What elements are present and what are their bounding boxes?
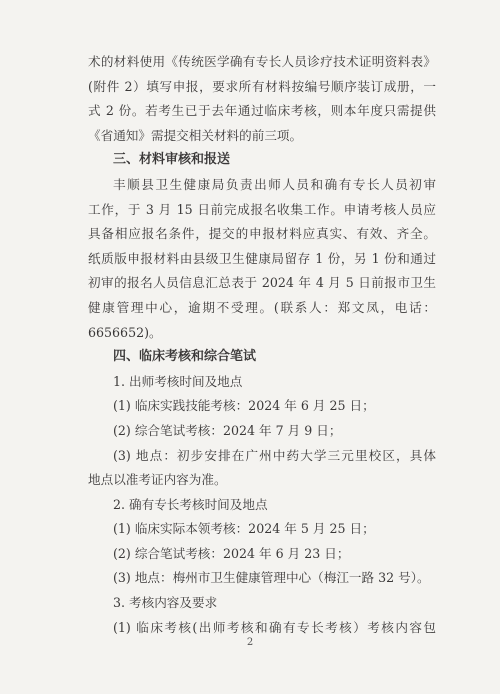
list-item: (2) 综合笔试考核：2024 年 7 月 9 日； xyxy=(113,422,342,438)
subheading: 2. 确有专长考核时间及地点 xyxy=(113,496,268,512)
body-line: 丰顺县卫生健康局负责出师人员和确有专长人员初审 xyxy=(113,176,436,192)
body-line: 初审的报名人员信息汇总表于 2024 年 4 月 5 日前报市卫生 xyxy=(88,275,436,291)
document-body xyxy=(88,50,436,640)
body-line: 《省通知》需提交相关材料的前三项。 xyxy=(88,127,303,143)
section-heading-3: 三、材料审核和报送 xyxy=(113,152,231,168)
page-number: 2 xyxy=(246,637,254,648)
body-line: 地点以准考证内容为准。 xyxy=(88,472,227,488)
list-item: (1) 临床实际本领考核：2024 年 5 月 25 日； xyxy=(113,521,375,537)
list-item: (1) 临床实践技能考核：2024 年 6 月 25 日； xyxy=(113,398,375,414)
body-line: 6656652)。 xyxy=(88,324,162,340)
body-line: 工作，于 3 月 15 日前完成报名收集工作。申请考核人员应 xyxy=(88,201,436,217)
body-line: 健康管理中心，逾期不受理。(联系人：郑文凤，电话： xyxy=(88,299,436,315)
list-item: (3) 地点：初步安排在广州中药大学三元里校区，具体 xyxy=(113,447,436,463)
body-line: 术的材料使用《传统医学确有专长人员诊疗技术证明资料表》 xyxy=(88,54,436,69)
body-line: (附件 2）填写申报，要求所有材料按编号顺序装订成册，一 xyxy=(88,78,436,94)
subheading: 1. 出师考核时间及地点 xyxy=(113,373,243,389)
body-line: 纸质版申报材料由县级卫生健康局留存 1 份，另 1 份和通过 xyxy=(88,250,436,266)
section-heading-4: 四、临床考核和综合笔试 xyxy=(113,349,257,365)
body-line: 式 2 份。若考生已于去年通过临床考核，则本年度只需提供 xyxy=(88,103,436,119)
list-item: (2) 综合笔试考核：2024 年 6 月 23 日； xyxy=(113,545,350,561)
subheading: 3. 考核内容及要求 xyxy=(113,595,218,611)
body-line: 具备相应报名条件，提交的申报材料应真实、有效、齐全。 xyxy=(88,226,436,242)
list-item: (3) 地点：梅州市卫生健康管理中心（梅江一路 32 号）。 xyxy=(113,570,430,586)
list-item: (1) 临床考核(出师考核和确有专长考核）考核内容包 xyxy=(113,619,436,635)
